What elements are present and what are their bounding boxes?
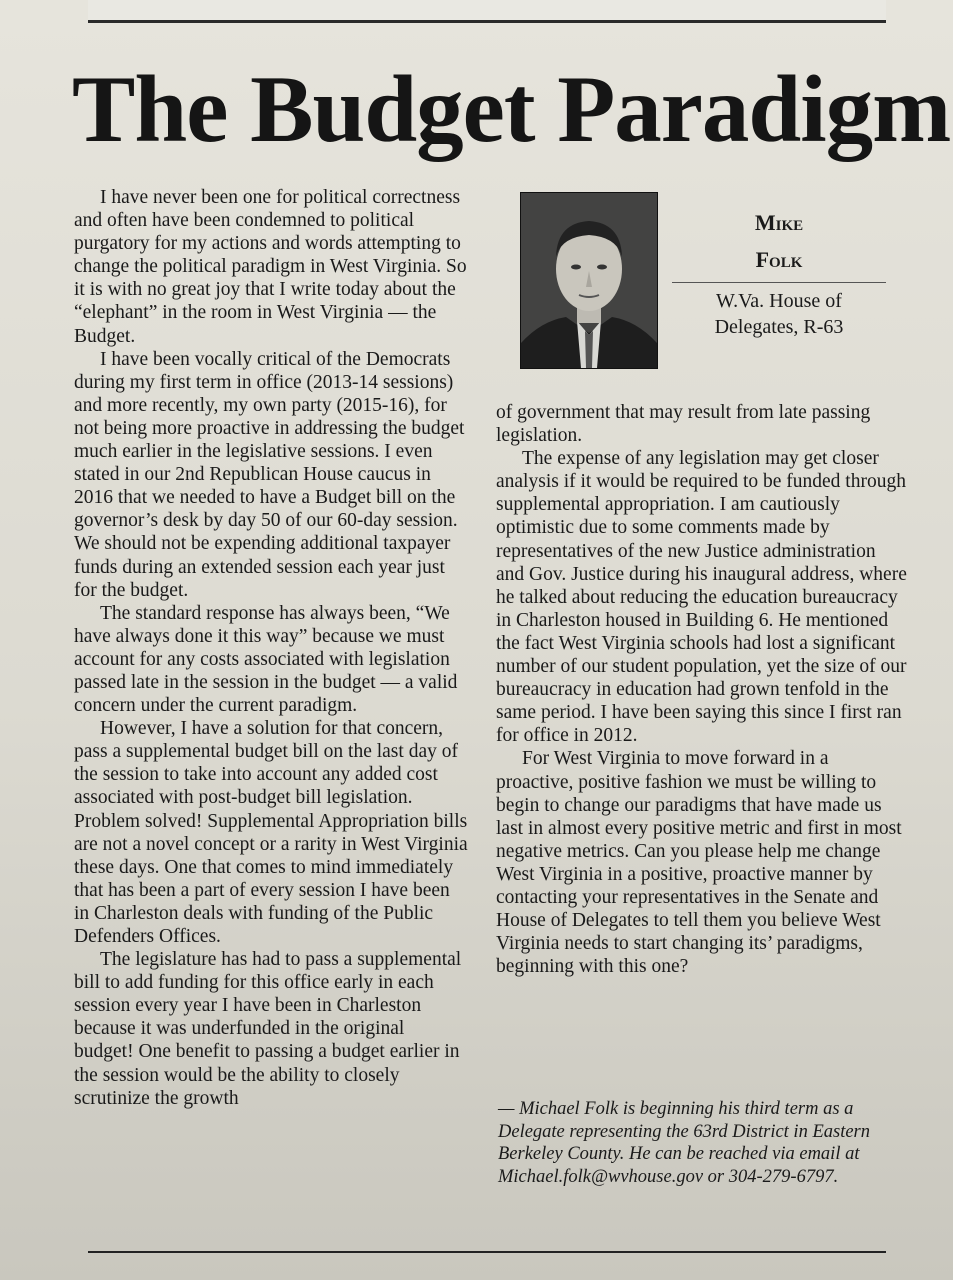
author-signoff: — Michael Folk is beginning his third term as a Delegate representing the 63rd District in Eastern Berkeley County. He can be reached via email at Michael.folk@wvhouse.gov or 304-279-6797. (498, 1099, 870, 1187)
author-portrait-icon (521, 193, 657, 368)
author-title (672, 288, 886, 340)
left-column (74, 186, 468, 1110)
paragraph: of government that may result from late passing legislation. (496, 402, 871, 447)
paragraph: I have been vocally critical of the Democrats during my first term in office (2013-14 sessions) and more recently, my own party (2015-16), for not being more proactive in addressing the budget much earlier in the legislative sessions. I even stated in our 2nd Republican House caucus in 2016 that we needed to have a Budget bill on the governor’s desk by day 50 of our 60-day session. We should not be expending additional taxpayer funds during an extended session each year just for the budget. (74, 348, 465, 601)
paragraph: However, I have a solution for that concern, pass a supplemental budget bill on the last day of the session to take into account any added cost associated with post-budget bill legislation. Problem solved! Supplemental Appropriation bills are not a novel concept or a rarity in West Virginia these days. One that comes to mind immediately that has been a part of every session I have been in Charleston deals with funding of the Public Defenders Offices. (74, 718, 468, 947)
headline: The Budget Paradigm (72, 56, 951, 162)
paragraph: The legislature has had to pass a supplemental bill to add funding for this office early in each session every year I have been in Charleston because it was underfunded in the original budget! One benefit to passing a budget earlier in the session would be the ability to closely scrutinize the growth (74, 949, 462, 1109)
author-title-line2: Delegates, R-63 (714, 316, 844, 338)
author-first-name: Mike (754, 210, 804, 235)
author-title-line1: W.Va. House of (716, 290, 842, 312)
paragraph: The standard response has always been, “We have always done it this way” because we must account for any costs associated with legislation passed late in the session in the budget — a valid concern under the current paradigm. (74, 602, 458, 717)
right-column (496, 401, 908, 978)
author-photo (520, 192, 658, 369)
byline-divider (672, 282, 886, 283)
bottom-border (88, 1251, 886, 1253)
paragraph: The expense of any legislation may get closer analysis if it would be required to be funded through supplemental appropriation. I am cautiously optimistic due to some comments made by representatives of the new Justice administration and Gov. Justice during his inaugural address, where he talked about reducing the education bureaucracy in Charleston housed in Building 6. He mentioned the fact West Virginia schools had lost a significant number of our student population, yet the size of our bureaucracy in education had grown tenfold in the same period. I have been saying this since I first ran for office in 2012. (496, 448, 907, 747)
paragraph: For West Virginia to move forward in a proactive, positive fashion we must be willing to begin to change our paradigms that have made us last in almost every positive metric and first in most negative metrics. Can you please help me change West Virginia in a positive, proactive manner by contacting your representatives in the Senate and House of Delegates to tell them you believe West Virginia needs to start changing its’ paradigms, beginning with this one? (496, 748, 902, 978)
paragraph: I have never been one for political correctness and often have been condemned to political purgatory for my actions and words attempting to change the political paradigm in West Virginia. So it is with no great joy that I write today about the “elephant” in the room in West Virginia — the Budget. (74, 187, 467, 347)
top-border (88, 0, 886, 23)
author-last-name: Folk (755, 247, 803, 272)
